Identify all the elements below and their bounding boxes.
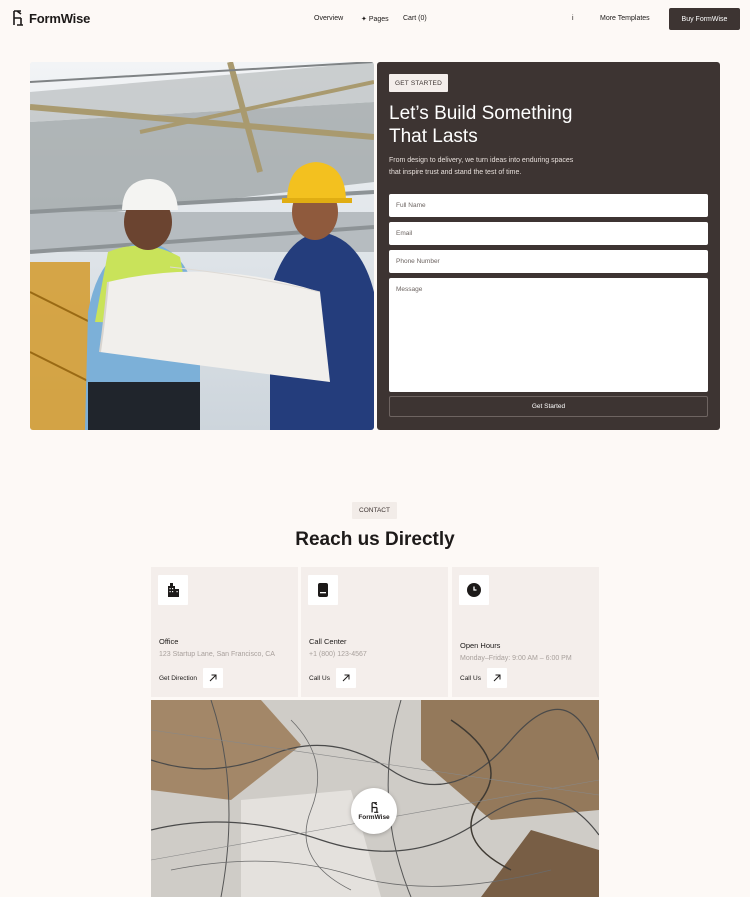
office-title: Office [159, 637, 179, 646]
call-us-link[interactable] [309, 668, 356, 688]
nav-pages-label: Pages [368, 16, 389, 23]
nav-overview-link[interactable]: Overview [314, 15, 344, 22]
arrow-up-right-icon [203, 668, 223, 688]
contact-badge: CONTACT [352, 502, 397, 519]
top-nav [0, 0, 750, 38]
construction-workers-illustration [30, 62, 374, 430]
contact-title: Reach us Directly [295, 529, 455, 550]
hero-subtitle-line1: From design to delivery, we turn ideas into enduring spaces [389, 157, 574, 164]
call-us-label: Call Us [309, 674, 330, 682]
hero-title-line2: That Lasts [389, 126, 478, 147]
open-hours-card [452, 567, 599, 697]
building-icon [158, 575, 188, 605]
call-us-label-2: Call Us [460, 674, 481, 682]
formwise-logo-icon [370, 802, 379, 813]
email-field[interactable]: Email [389, 222, 708, 245]
get-started-submit-button[interactable]: Get Started [389, 396, 708, 417]
formwise-logo-icon [11, 10, 24, 26]
office-card [151, 567, 298, 697]
hero-title [389, 102, 689, 148]
arrow-up-right-icon [487, 668, 507, 688]
brand-name: FormWise [29, 10, 91, 26]
nav-cart-link[interactable]: Cart (0) [403, 15, 427, 22]
get-direction-link[interactable] [159, 668, 223, 688]
call-center-phone: +1 (800) 123-4567 [309, 651, 367, 658]
brand-logo[interactable] [11, 10, 90, 26]
open-hours-text: Monday–Friday: 9:00 AM – 6:00 PM [460, 655, 572, 662]
contact-form-panel [377, 62, 720, 430]
nav-pages-link[interactable]: ✦ Pages [361, 16, 389, 23]
office-address: 123 Startup Lane, San Francisco, CA [159, 651, 275, 658]
hero-title-line1: Let’s Build Something [389, 103, 573, 124]
map-location-pin[interactable] [351, 788, 397, 834]
call-us-link-2[interactable] [460, 668, 507, 688]
nav-more-templates-link[interactable]: More Templates [600, 15, 650, 22]
phone-icon [308, 575, 338, 605]
hero-subtitle [389, 155, 619, 179]
arrow-up-right-icon [336, 668, 356, 688]
phone-number-field[interactable]: Phone Number [389, 250, 708, 273]
clock-icon [459, 575, 489, 605]
message-field[interactable]: Message [389, 278, 708, 392]
get-direction-label: Get Direction [159, 674, 197, 682]
nav-info-link[interactable]: i [572, 15, 574, 22]
open-hours-title: Open Hours [460, 641, 501, 650]
buy-formwise-button[interactable]: Buy FormWise [669, 8, 740, 30]
full-name-field[interactable]: Full Name [389, 194, 708, 217]
hero-subtitle-line2: that inspire trust and stand the test of time. [389, 169, 522, 176]
call-center-card [301, 567, 448, 697]
map-pin-label: FormWise [358, 813, 390, 821]
hero-photo [30, 62, 374, 430]
call-center-title: Call Center [309, 637, 347, 646]
get-started-badge: GET STARTED [389, 74, 448, 92]
